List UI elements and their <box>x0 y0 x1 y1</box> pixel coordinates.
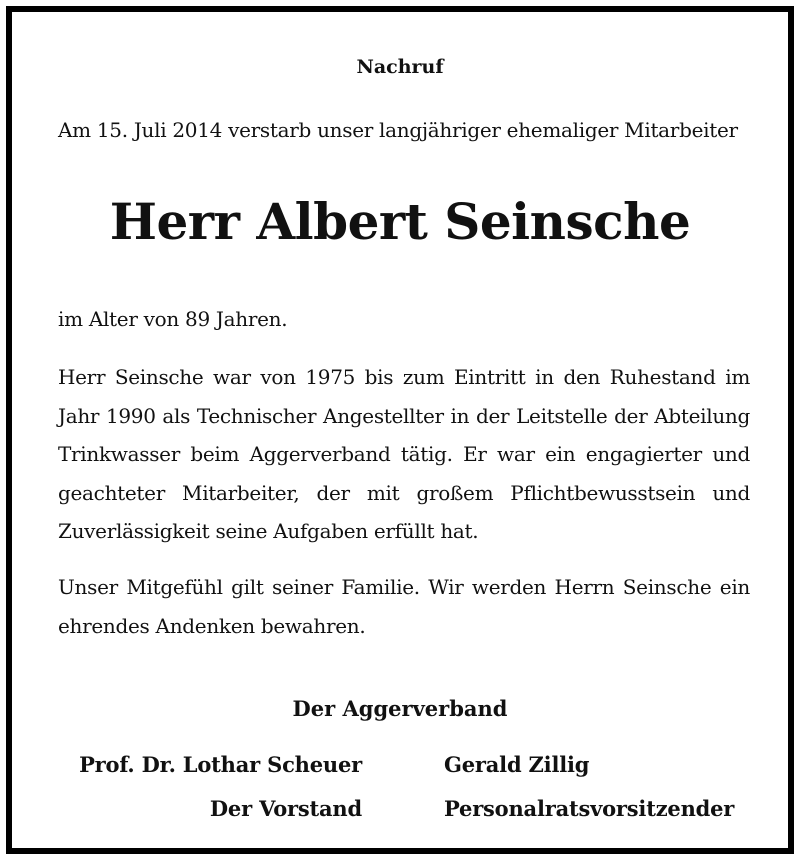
biography-paragraph: Herr Seinsche war von 1975 bis zum Eintritt in den Ruhestand im Jahr 1990 als Technischer Angestellter in der Leitstelle der Abteilung Trinkwasser beim Aggerverband tätig. Er war ein engagierter und geachteter Mitarbeiter, der mit großem Pflichtbewusstsein und Zuverlässigkeit seine Aufgaben erfüllt hat. <box>58 365 750 543</box>
intro-line: Am 15. Juli 2014 verstarb unser langjähriger ehemaliger Mitarbeiter <box>58 118 738 142</box>
notice-title: Nachruf <box>356 56 444 78</box>
organization-name: Der Aggerverband <box>292 696 508 721</box>
condolence-paragraph: Unser Mitgefühl gilt seiner Familie. Wir werden Herrn Seinsche ein ehrendes Andenken bewahren. <box>58 575 750 638</box>
deceased-name: Herr Albert Seinsche <box>109 192 691 251</box>
signatory-left-role: Der Vorstand <box>209 796 362 821</box>
signatory-right-role: Personalratsvorsitzender <box>444 796 735 821</box>
age-line: im Alter von 89 Jahren. <box>58 307 288 331</box>
signatory-right-name: Gerald Zillig <box>444 752 590 777</box>
obituary-frame <box>6 6 794 854</box>
signatory-left-name: Prof. Dr. Lothar Scheuer <box>79 752 362 777</box>
